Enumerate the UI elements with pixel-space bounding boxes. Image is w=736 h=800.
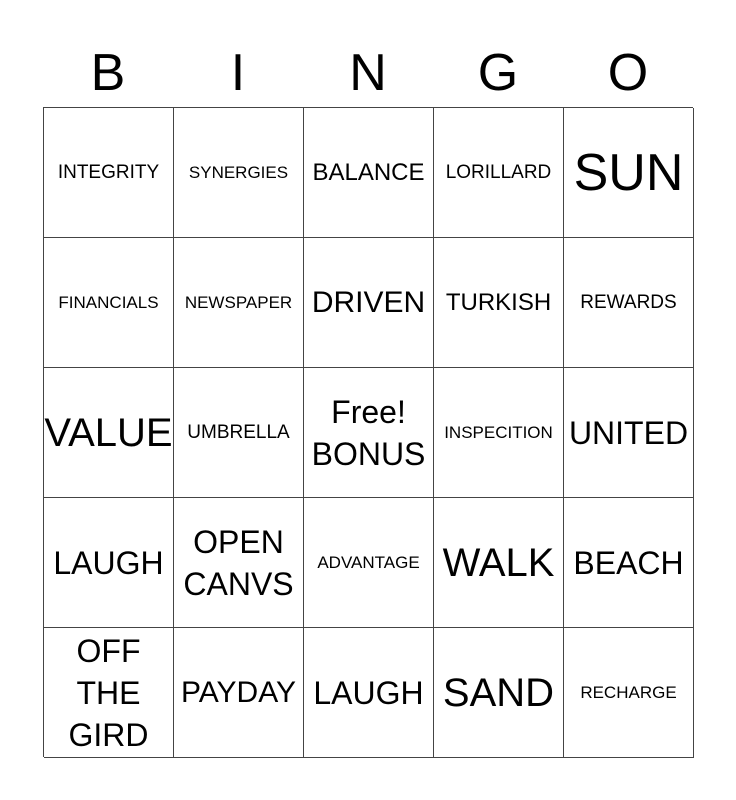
header-letter-o: O bbox=[607, 44, 649, 102]
bingo-cell[interactable] bbox=[564, 498, 694, 628]
cell-label: PAYDAY bbox=[180, 675, 297, 709]
bingo-cell[interactable] bbox=[434, 108, 564, 238]
bingo-card-grid bbox=[43, 107, 693, 757]
cell-label: LAUGH bbox=[53, 544, 164, 581]
bingo-cell[interactable] bbox=[434, 628, 564, 758]
bingo-cell[interactable] bbox=[564, 108, 694, 238]
cell-label: SUN bbox=[573, 143, 684, 202]
bingo-cell[interactable] bbox=[44, 238, 174, 368]
header-letter-g: G bbox=[477, 44, 519, 102]
cell-label: SAND bbox=[442, 670, 555, 715]
cell-label: FINANCIALS bbox=[58, 292, 159, 312]
cell-label: OFF THE GIRD bbox=[68, 632, 149, 753]
bingo-cell[interactable] bbox=[174, 108, 304, 238]
cell-label: INSPECITION bbox=[444, 422, 553, 442]
header-letter-b: B bbox=[90, 44, 126, 102]
cell-label: TURKISH bbox=[445, 288, 552, 316]
header-letter-i: I bbox=[230, 44, 246, 102]
bingo-cell[interactable] bbox=[564, 628, 694, 758]
bingo-cell[interactable] bbox=[434, 238, 564, 368]
bingo-cell[interactable] bbox=[564, 238, 694, 368]
bingo-cell[interactable] bbox=[304, 628, 434, 758]
cell-label: SYNERGIES bbox=[188, 162, 289, 182]
cell-label: ADVANTAGE bbox=[317, 552, 420, 572]
bingo-cell[interactable] bbox=[564, 368, 694, 498]
cell-label: INTEGRITY bbox=[57, 161, 160, 183]
bingo-cell[interactable] bbox=[174, 628, 304, 758]
cell-label: VALUE bbox=[44, 410, 173, 455]
cell-label: BALANCE bbox=[312, 158, 425, 186]
bingo-cell[interactable] bbox=[44, 628, 174, 758]
cell-label: BEACH bbox=[573, 544, 684, 581]
bingo-cell[interactable] bbox=[434, 498, 564, 628]
bingo-cell[interactable] bbox=[44, 108, 174, 238]
bingo-cell[interactable] bbox=[44, 368, 174, 498]
bingo-cell[interactable] bbox=[304, 108, 434, 238]
bingo-cell[interactable] bbox=[174, 238, 304, 368]
bingo-cell[interactable] bbox=[434, 368, 564, 498]
cell-label: OPEN CANVS bbox=[183, 523, 294, 602]
cell-label: LAUGH bbox=[313, 674, 424, 711]
header-letter-n: N bbox=[349, 44, 387, 102]
cell-label: LORILLARD bbox=[445, 161, 552, 183]
cell-label: Free! BONUS bbox=[311, 393, 426, 472]
cell-label: NEWSPAPER bbox=[184, 292, 293, 312]
cell-label: UNITED bbox=[568, 414, 689, 451]
bingo-cell[interactable] bbox=[304, 238, 434, 368]
cell-label: REWARDS bbox=[580, 291, 677, 313]
cell-label: WALK bbox=[442, 540, 555, 585]
bingo-cell[interactable] bbox=[174, 498, 304, 628]
cell-label: DRIVEN bbox=[311, 285, 426, 319]
bingo-header bbox=[43, 40, 693, 106]
bingo-cell[interactable] bbox=[174, 368, 304, 498]
free-space-cell[interactable] bbox=[304, 368, 434, 498]
cell-label: UMBRELLA bbox=[187, 421, 290, 443]
cell-label: RECHARGE bbox=[580, 682, 677, 702]
bingo-cell[interactable] bbox=[44, 498, 174, 628]
bingo-cell[interactable] bbox=[304, 498, 434, 628]
